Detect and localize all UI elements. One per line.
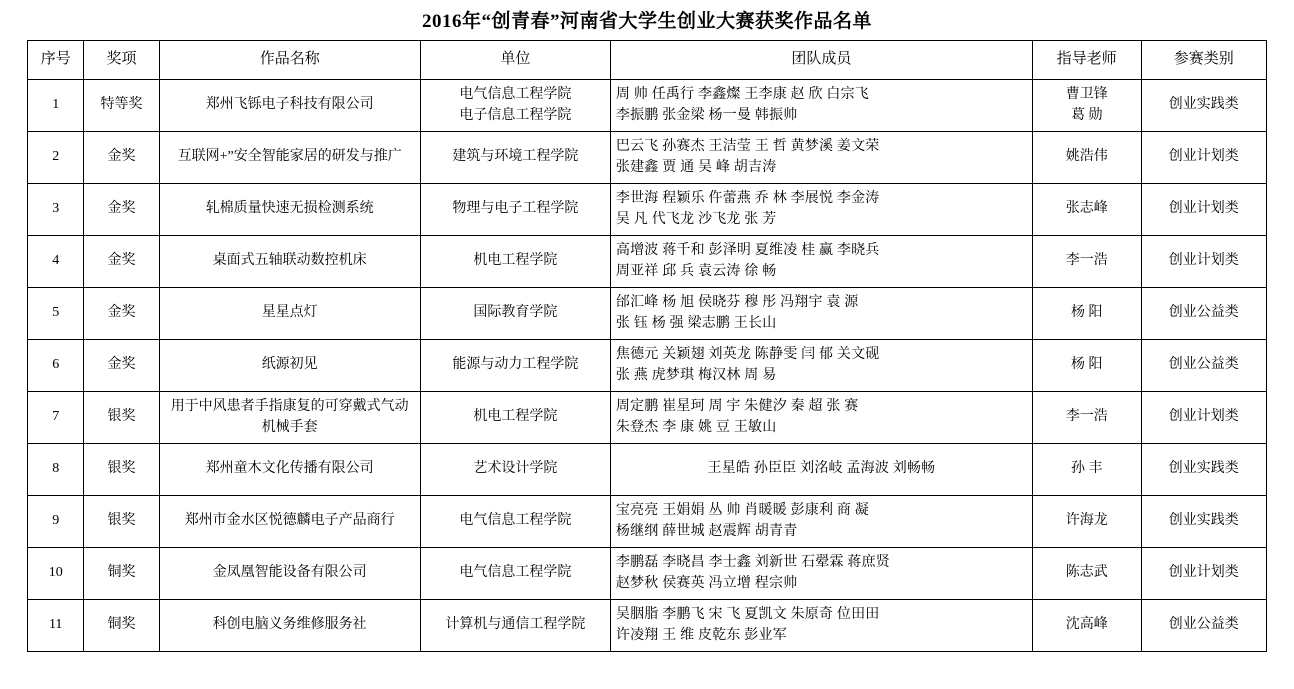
cell-team (610, 80, 1032, 132)
cell-teacher-line: 许海龙 (1065, 513, 1108, 529)
cell-team-lines (612, 241, 1031, 282)
cell-teacher-lines (1034, 459, 1140, 479)
cell-team-line: 李鹏磊 李晓昌 李士鑫 刘新世 石翚霖 蒋庶贤 (615, 555, 891, 571)
table-header-row (28, 41, 1267, 80)
column-header-teacher: 指导老师 (1032, 41, 1141, 80)
cell-unit-line: 电气信息工程学院 (459, 87, 572, 103)
cell-work (159, 548, 420, 600)
cell-no: 11 (28, 600, 84, 652)
cell-type: 创业计划类 (1141, 236, 1266, 288)
cell-team-lines (612, 553, 1031, 594)
cell-team-line: 吴 凡 代飞龙 沙飞龙 张 芳 (615, 211, 777, 227)
cell-work (159, 340, 420, 392)
cell-team (610, 444, 1032, 496)
cell-teacher (1032, 548, 1141, 600)
cell-teacher-lines (1034, 147, 1140, 167)
cell-work-line: 星星点灯 (261, 305, 318, 321)
cell-unit-lines (422, 85, 609, 126)
cell-work-lines (161, 251, 419, 271)
cell-unit-lines (422, 459, 609, 479)
table-row (28, 80, 1267, 132)
cell-work-line: 科创电脑义务维修服务社 (212, 617, 367, 633)
cell-work (159, 132, 420, 184)
cell-unit-lines (422, 407, 609, 427)
award-list-table (27, 40, 1267, 652)
cell-team (610, 184, 1032, 236)
cell-team-line: 焦德元 关颖翅 刘英龙 陈静雯 闫 郁 关文砚 (615, 347, 880, 363)
table-row (28, 548, 1267, 600)
cell-work-lines (161, 355, 419, 375)
column-header-type: 参赛类别 (1141, 41, 1266, 80)
cell-teacher-lines (1034, 355, 1140, 375)
cell-team-lines (612, 345, 1031, 386)
column-header-work: 作品名称 (159, 41, 420, 80)
cell-teacher-line: 杨 阳 (1071, 305, 1103, 321)
cell-unit-line: 机电工程学院 (473, 253, 558, 269)
cell-unit-line: 机电工程学院 (473, 409, 558, 425)
cell-team (610, 392, 1032, 444)
cell-team-line: 邰汇峰 杨 旭 侯晓芬 穆 彤 冯翔宇 袁 源 (615, 295, 859, 311)
cell-teacher (1032, 236, 1141, 288)
table-row (28, 132, 1267, 184)
cell-unit-line: 能源与动力工程学院 (452, 357, 579, 373)
cell-teacher (1032, 132, 1141, 184)
cell-type: 创业计划类 (1141, 184, 1266, 236)
cell-type: 创业公益类 (1141, 600, 1266, 652)
table-row (28, 340, 1267, 392)
column-header-unit: 单位 (420, 41, 610, 80)
cell-teacher-line: 李一浩 (1065, 253, 1108, 269)
cell-teacher-line: 姚浩伟 (1065, 149, 1108, 165)
cell-teacher (1032, 288, 1141, 340)
cell-team (610, 132, 1032, 184)
cell-no: 2 (28, 132, 84, 184)
cell-team-line: 赵梦秋 侯赛英 冯立增 程宗帅 (615, 575, 798, 591)
cell-unit-line: 国际教育学院 (473, 305, 558, 321)
cell-work-lines (161, 199, 419, 219)
table-row (28, 600, 1267, 652)
column-header-team: 团队成员 (610, 41, 1032, 80)
cell-team-line: 朱登杰 李 康 姚 豆 王敏山 (615, 419, 777, 435)
cell-team-lines (612, 293, 1031, 334)
cell-work (159, 288, 420, 340)
cell-teacher-lines (1034, 199, 1140, 219)
cell-team-lines (612, 189, 1031, 230)
cell-team-lines (612, 459, 1031, 479)
cell-award: 特等奖 (84, 80, 159, 132)
cell-award: 铜奖 (84, 548, 159, 600)
cell-team-lines (612, 605, 1031, 646)
cell-unit (420, 236, 610, 288)
cell-unit-line: 电子信息工程学院 (459, 107, 572, 123)
cell-no: 8 (28, 444, 84, 496)
cell-team-line: 宝亮亮 王娟娟 丛 帅 肖暖暖 彭康利 商 凝 (615, 503, 870, 519)
cell-teacher-line: 杨 阳 (1071, 357, 1103, 373)
table-header (28, 41, 1267, 80)
cell-teacher-line: 孙 丰 (1071, 461, 1103, 477)
cell-unit-lines (422, 355, 609, 375)
cell-no: 5 (28, 288, 84, 340)
cell-work-line: 桌面式五轴联动数控机床 (212, 253, 367, 269)
cell-team-line: 王星皓 孙臣臣 刘洺岐 孟海波 刘畅畅 (707, 461, 936, 477)
cell-work-lines (161, 95, 419, 115)
cell-team-lines (612, 397, 1031, 438)
page-title: 2016年“创青春”河南省大学生创业大赛获奖作品名单 (421, 11, 872, 32)
cell-unit-lines (422, 303, 609, 323)
cell-unit-lines (422, 615, 609, 635)
cell-type: 创业实践类 (1141, 80, 1266, 132)
cell-work-line: 郑州童木文化传播有限公司 (205, 461, 374, 477)
cell-teacher-lines (1034, 511, 1140, 531)
cell-team (610, 600, 1032, 652)
cell-no: 1 (28, 80, 84, 132)
cell-work-line: 郑州飞铄电子科技有限公司 (205, 97, 374, 113)
cell-team (610, 340, 1032, 392)
cell-teacher-line: 葛 勋 (1071, 107, 1103, 123)
cell-teacher-line: 李一浩 (1065, 409, 1108, 425)
cell-team-line: 张建鑫 贾 通 吴 峰 胡吉涛 (615, 159, 777, 175)
cell-team-line: 张 燕 虎梦琪 梅汉林 周 易 (615, 367, 777, 383)
cell-no: 6 (28, 340, 84, 392)
cell-teacher-line: 曹卫锋 (1065, 87, 1108, 103)
cell-teacher-lines (1034, 407, 1140, 427)
cell-team-line: 李世海 程颖乐 仵蕾燕 乔 林 李展悦 李金涛 (615, 191, 880, 207)
table-row (28, 444, 1267, 496)
cell-teacher-line: 陈志武 (1065, 565, 1108, 581)
cell-unit (420, 548, 610, 600)
cell-award: 金奖 (84, 288, 159, 340)
cell-teacher (1032, 444, 1141, 496)
cell-team (610, 288, 1032, 340)
cell-work (159, 444, 420, 496)
cell-teacher-lines (1034, 563, 1140, 583)
cell-no: 4 (28, 236, 84, 288)
cell-unit (420, 184, 610, 236)
cell-teacher (1032, 340, 1141, 392)
cell-unit (420, 80, 610, 132)
cell-team-lines (612, 85, 1031, 126)
cell-unit-lines (422, 147, 609, 167)
cell-teacher (1032, 184, 1141, 236)
cell-unit (420, 496, 610, 548)
cell-unit-line: 建筑与环境工程学院 (452, 149, 579, 165)
cell-no: 3 (28, 184, 84, 236)
cell-work (159, 184, 420, 236)
cell-work-lines (161, 303, 419, 323)
cell-unit (420, 132, 610, 184)
cell-no: 7 (28, 392, 84, 444)
cell-team-line: 高增波 蒋千和 彭泽明 夏维凌 桂 赢 李晓兵 (615, 243, 880, 259)
cell-team-lines (612, 137, 1031, 178)
cell-work (159, 236, 420, 288)
cell-type: 创业公益类 (1141, 340, 1266, 392)
cell-unit-lines (422, 563, 609, 583)
cell-unit-line: 电气信息工程学院 (459, 565, 572, 581)
cell-teacher-line: 张志峰 (1065, 201, 1108, 217)
table-row (28, 496, 1267, 548)
cell-award: 金奖 (84, 184, 159, 236)
cell-work-line: 纸源初见 (261, 357, 318, 373)
cell-type: 创业实践类 (1141, 496, 1266, 548)
cell-work-lines (161, 147, 419, 167)
cell-team-line: 吴胭脂 李鹏飞 宋 飞 夏凯文 朱原奇 位田田 (615, 607, 880, 623)
column-header-award: 奖项 (84, 41, 159, 80)
cell-team (610, 548, 1032, 600)
cell-unit (420, 392, 610, 444)
cell-work-lines (161, 511, 419, 531)
cell-team-line: 巴云飞 孙赛杰 王洁莹 王 哲 黄梦溪 姜文荣 (615, 139, 880, 155)
column-header-no: 序号 (28, 41, 84, 80)
cell-unit (420, 444, 610, 496)
cell-work (159, 80, 420, 132)
cell-teacher-lines (1034, 251, 1140, 271)
cell-work-line: 互联网+”安全智能家居的研发与推广 (177, 149, 402, 165)
cell-award: 金奖 (84, 340, 159, 392)
cell-team-line: 许凌翔 王 维 皮乾东 彭业军 (615, 627, 787, 643)
cell-type: 创业计划类 (1141, 548, 1266, 600)
cell-team (610, 496, 1032, 548)
cell-unit-line: 电气信息工程学院 (459, 513, 572, 529)
table-row (28, 184, 1267, 236)
table-row (28, 236, 1267, 288)
cell-work-line: 轧棉质量快速无损检测系统 (205, 201, 374, 217)
cell-teacher-line: 沈高峰 (1065, 617, 1108, 633)
table-body (28, 80, 1267, 652)
cell-type: 创业计划类 (1141, 392, 1266, 444)
cell-work (159, 600, 420, 652)
cell-award: 金奖 (84, 236, 159, 288)
cell-teacher (1032, 80, 1141, 132)
cell-work-lines (161, 397, 419, 438)
cell-award: 金奖 (84, 132, 159, 184)
cell-teacher (1032, 392, 1141, 444)
cell-team-line: 张 钰 杨 强 梁志鹏 王长山 (615, 315, 777, 331)
cell-award: 银奖 (84, 392, 159, 444)
cell-teacher (1032, 600, 1141, 652)
cell-work-line: 用于中风患者手指康复的可穿戴式气动 (170, 399, 409, 415)
cell-award: 银奖 (84, 444, 159, 496)
cell-unit (420, 288, 610, 340)
cell-team-line: 杨继纲 薛世城 赵震辉 胡青青 (615, 523, 798, 539)
cell-no: 9 (28, 496, 84, 548)
cell-type: 创业实践类 (1141, 444, 1266, 496)
table-row (28, 392, 1267, 444)
table-row (28, 288, 1267, 340)
cell-teacher-lines (1034, 615, 1140, 635)
cell-work (159, 392, 420, 444)
cell-unit (420, 340, 610, 392)
cell-type: 创业公益类 (1141, 288, 1266, 340)
cell-award: 铜奖 (84, 600, 159, 652)
cell-work-line: 机械手套 (261, 419, 318, 435)
cell-work-line: 金凤凰智能设备有限公司 (212, 565, 367, 581)
cell-unit (420, 600, 610, 652)
cell-team-lines (612, 501, 1031, 542)
cell-work (159, 496, 420, 548)
cell-team-line: 周定鹏 崔星珂 周 宇 朱健汐 秦 超 张 赛 (615, 399, 859, 415)
cell-team-line: 周 帅 任禹行 李鑫燦 王李康 赵 欣 白宗飞 (615, 87, 870, 103)
cell-work-lines (161, 459, 419, 479)
cell-type: 创业计划类 (1141, 132, 1266, 184)
cell-unit-lines (422, 251, 609, 271)
cell-unit-lines (422, 199, 609, 219)
cell-team-line: 李振鹏 张金梁 杨一曼 韩振帅 (615, 107, 798, 123)
cell-work-lines (161, 615, 419, 635)
cell-unit-line: 计算机与通信工程学院 (445, 617, 586, 633)
cell-unit-line: 物理与电子工程学院 (452, 201, 579, 217)
cell-team (610, 236, 1032, 288)
cell-teacher-lines (1034, 303, 1140, 323)
cell-unit-line: 艺术设计学院 (473, 461, 558, 477)
cell-teacher-lines (1034, 85, 1140, 126)
cell-no: 10 (28, 548, 84, 600)
cell-team-line: 周亚祥 邱 兵 袁云涛 徐 畅 (615, 263, 777, 279)
cell-work-line: 郑州市金水区悦德麟电子产品商行 (184, 513, 395, 529)
cell-work-lines (161, 563, 419, 583)
cell-award: 银奖 (84, 496, 159, 548)
cell-teacher (1032, 496, 1141, 548)
cell-unit-lines (422, 511, 609, 531)
